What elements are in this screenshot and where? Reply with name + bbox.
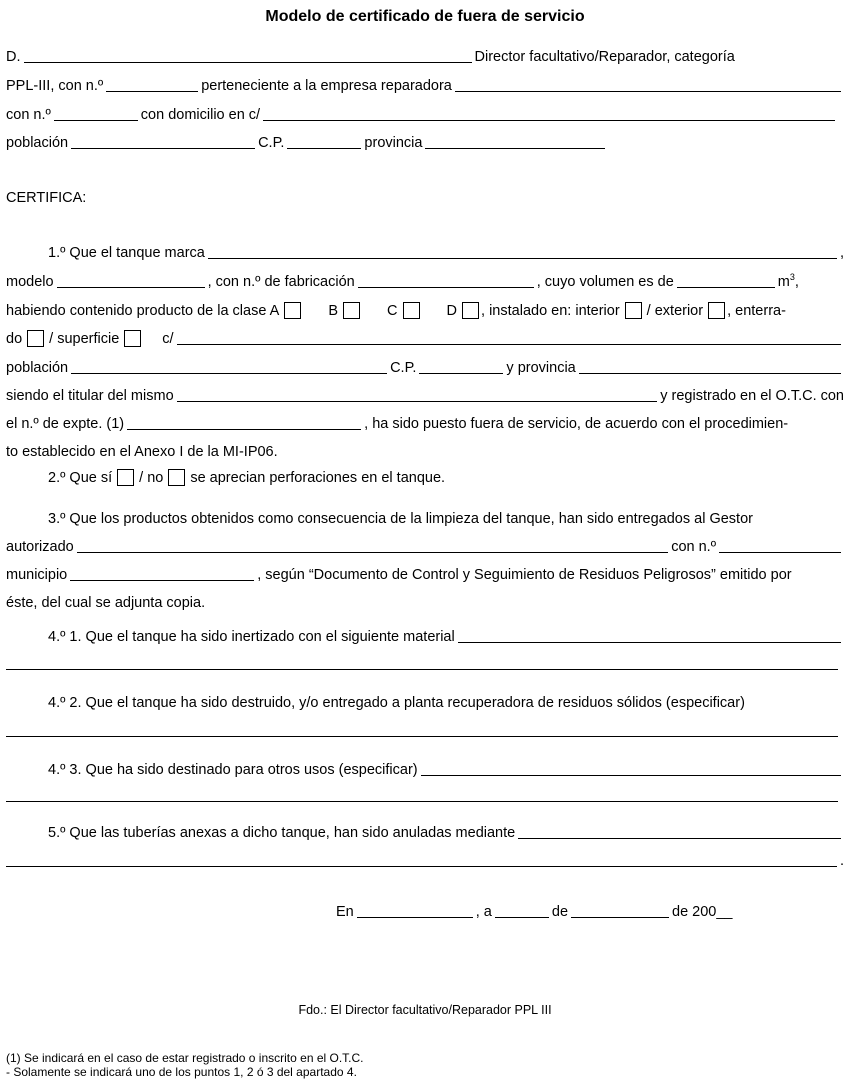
label-domicilio: con domicilio en c/ (140, 107, 261, 123)
label-volumen: , cuyo volumen es de (536, 274, 674, 290)
certifica-heading (6, 187, 844, 207)
header-line-3 (6, 104, 838, 124)
volume-field[interactable] (677, 273, 775, 288)
date-line (336, 901, 733, 921)
point41-text: 4.º 1. Que el tanque ha sido inertizado con el siguiente material (48, 629, 455, 645)
label-poblacion-tanque: población (6, 360, 69, 376)
header-line-2 (6, 75, 844, 95)
label-year: de 200__ (672, 904, 733, 920)
checkbox-enterrado[interactable] (27, 330, 44, 347)
footnote-1: (1) Se indicará en el caso de estar registrado o inscrito en el O.T.C. (6, 1051, 364, 1065)
label-ppl: PPL-III, con n.º (6, 78, 104, 94)
company-number-field[interactable] (54, 106, 138, 121)
label-exterior: / exterior (646, 303, 704, 319)
town-field[interactable] (71, 134, 255, 149)
checkbox-class-c[interactable] (403, 302, 420, 319)
label-registrado: y registrado en el O.T.C. con (660, 388, 844, 404)
inert-material-field[interactable] (458, 628, 841, 643)
owner-field[interactable] (177, 387, 658, 402)
point5-text: 5.º Que las tuberías anexas a dicho tanque, han sido anuladas mediante (48, 825, 516, 841)
point3-line-a (6, 508, 844, 528)
checkbox-class-a[interactable] (284, 302, 301, 319)
name-field[interactable] (24, 48, 472, 63)
checkbox-superficie[interactable] (124, 330, 141, 347)
tank-street-field[interactable] (177, 330, 841, 345)
label-clase-a: habiendo contenido producto de la clase A (6, 303, 280, 319)
signature-label: Fdo.: El Director facultativo/Reparador PPL III (298, 1003, 552, 1017)
point43-line (6, 759, 844, 779)
month-field[interactable] (571, 903, 669, 918)
tank-province-field[interactable] (579, 359, 841, 374)
postcode-field[interactable] (287, 134, 361, 149)
point1-line-e (6, 357, 844, 377)
manager-number-field[interactable] (719, 538, 841, 553)
point1-line-d (6, 328, 844, 348)
brand-field[interactable] (208, 244, 837, 259)
point42-text: 4.º 2. Que el tanque ha sido destruido, y/o entregado a planta recuperadora de residuos sólidos (especificar) (48, 695, 745, 711)
checkbox-no[interactable] (168, 469, 185, 486)
label-cp-tanque: C.P. (390, 360, 417, 376)
label-con-n: con n.º (6, 107, 51, 123)
label-de: de (551, 904, 569, 920)
point43-extra-line[interactable] (6, 801, 838, 802)
period: . (839, 853, 844, 869)
point3-line-c (6, 564, 844, 584)
point5-extra-line[interactable] (6, 852, 837, 867)
label-d: D. (6, 49, 21, 65)
pipes-method-field[interactable] (518, 824, 841, 839)
label-provincia: provincia (364, 135, 423, 151)
model-field[interactable] (57, 273, 205, 288)
point42-line (6, 692, 844, 712)
point1-line-c (6, 300, 844, 320)
point3-line-d (6, 592, 844, 612)
serial-field[interactable] (358, 273, 534, 288)
checkbox-exterior[interactable] (708, 302, 725, 319)
municipality-field[interactable] (70, 566, 254, 581)
label-documento-control: , según “Documento de Control y Seguimiento de Residuos Peligrosos” emitido por (257, 567, 792, 583)
day-field[interactable] (495, 903, 549, 918)
label-perforaciones: se aprecian perforaciones en el tanque. (190, 470, 446, 486)
point1-line-a (6, 242, 844, 262)
label-cp: C.P. (258, 135, 285, 151)
label-empresa: perteneciente a la empresa reparadora (201, 78, 452, 94)
point41-line (6, 626, 844, 646)
company-field[interactable] (455, 77, 841, 92)
point43-text: 4.º 3. Que ha sido destinado para otros usos (especificar) (48, 762, 418, 778)
other-uses-field[interactable] (421, 761, 841, 776)
label-modelo: modelo (6, 274, 54, 290)
point2-line (6, 467, 844, 487)
checkbox-class-b[interactable] (343, 302, 360, 319)
file-number-field[interactable] (127, 415, 361, 430)
label-copia: éste, del cual se adjunta copia. (6, 595, 206, 611)
label-en: En (336, 904, 354, 920)
unit-m3: $m^3$, (777, 272, 799, 290)
label-gestor-num: con n.º (671, 539, 716, 555)
label-enterrado: , enterra- (727, 303, 786, 319)
point5-line (6, 822, 844, 842)
label-interior: , instalado en: interior (481, 303, 620, 319)
label-do: do (6, 331, 23, 347)
label-titular: siendo el titular del mismo (6, 388, 174, 404)
point1-line-h (6, 441, 844, 461)
ppl-number-field[interactable] (106, 77, 198, 92)
label-clase-b: B (328, 303, 338, 319)
label-director: Director facultativo/Reparador, categoría (474, 49, 735, 65)
header-line-4 (6, 132, 844, 152)
checkbox-interior[interactable] (625, 302, 642, 319)
label-clase-c: C (387, 303, 398, 319)
label-provincia-tanque: y provincia (506, 360, 576, 376)
checkbox-si[interactable] (117, 469, 134, 486)
footnote-2: - Solamente se indicará uno de los puntos 1, 2 ó 3 del apartado 4. (6, 1065, 357, 1079)
class-group (6, 302, 786, 320)
label-anexo: to establecido en el Anexo I de la MI-IP06. (6, 444, 278, 460)
label-municipio: municipio (6, 567, 68, 583)
point1-line-g (6, 413, 844, 433)
label-fuera-servicio: , ha sido puesto fuera de servicio, de acuerdo con el procedimien- (364, 416, 789, 432)
point1-line-f (6, 385, 844, 405)
label-no: / no (139, 470, 164, 486)
label-clase-d: D (446, 303, 458, 319)
point1-text: 1.º Que el tanque marca (48, 245, 205, 261)
label-calle: c/ (162, 331, 174, 347)
certifica-label: CERTIFICA: (6, 190, 87, 206)
label-expediente: el n.º de expte. (1) (6, 416, 125, 432)
checkbox-class-d[interactable] (462, 302, 479, 319)
label-superficie: / superficie (49, 331, 120, 347)
point5-extra-row (6, 850, 844, 870)
point42-extra-line[interactable] (6, 736, 838, 737)
point3-text: 3.º Que los productos obtenidos como consecuencia de la limpieza del tanque, han sido entregados al Gestor (48, 511, 753, 527)
label-poblacion: población (6, 135, 69, 151)
place-field[interactable] (357, 903, 473, 918)
point3-line-b (6, 536, 844, 556)
tank-postcode-field[interactable] (419, 359, 503, 374)
label-autorizado: autorizado (6, 539, 74, 555)
comma: , (839, 245, 844, 261)
manager-field[interactable] (77, 538, 668, 553)
document-title: Modelo de certificado de fuera de servicio (265, 8, 585, 25)
label-que-si: 2.º Que sí (48, 470, 113, 486)
header-line-1 (6, 46, 844, 66)
province-field[interactable] (425, 134, 605, 149)
label-fabricacion: , con n.º de fabricación (207, 274, 355, 290)
label-a: , a (475, 904, 492, 920)
point1-line-b (6, 271, 844, 291)
tank-town-field[interactable] (71, 359, 387, 374)
point41-extra-line[interactable] (6, 669, 838, 670)
address-field[interactable] (263, 106, 835, 121)
